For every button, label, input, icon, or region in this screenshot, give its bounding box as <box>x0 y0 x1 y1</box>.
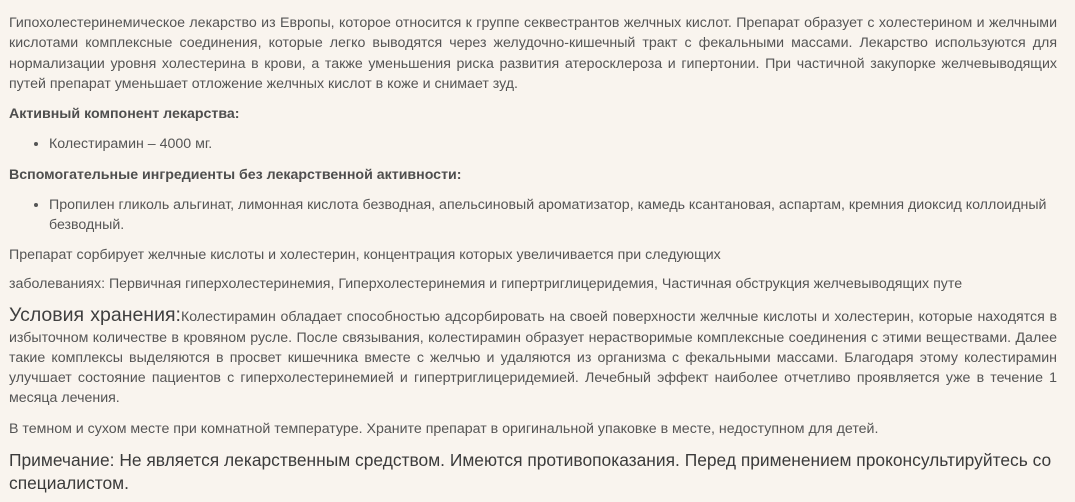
active-component-list <box>9 134 1057 154</box>
storage-title: Условия хранения: <box>9 304 181 327</box>
list-item: • Колестирамин – 4000 мг. <box>49 134 1057 154</box>
note-paragraph: Примечание: Не является лекарственным средством. Имеются противопоказания. Перед применением проконсультируйтесь со специалистом. <box>9 450 1052 494</box>
indications-line-2: заболеваниях: Первичная гиперхолестеринемия, Гиперхолестеринемия и гипертриглицеридемия, Частичная обструкция желчевыводящих путе <box>9 275 963 292</box>
intro-paragraph: Гипохолестеринемическое лекарство из Европы, которое относится к группе секвестрантов желчных кислот. Препарат образует с холестерином и желчными кислотами комплексные соединения, которые легко выводятся через желудочно-кишечный тракт с фекальными массами. Лекарство используются для нормализации уровня холестерина в крови, а также уменьшения риска развития атеросклероза и гипертонии. При частичной закупорке желчевыводящих путей препарат уменьшает отложение желчных кислот в коже и снимает зуд. <box>9 15 1057 92</box>
excipients-list <box>9 195 1057 236</box>
active-component-heading: Активный компонент лекарства: <box>9 106 240 123</box>
storage-text: Колестирамин обладает способностью адсорбировать на своей поверхности желчные кислоты и холестерин, которые находятся в избыточном количестве в кровяном русле. После связывания, колестирамин образует нерастворимые комплексные соединения с этими веществами. Далее такие комплексы выделяются в просвет кишечника вместе с желчью и удаляются из организма с фекальными массами. Благодаря этому колестирамин улучшает состояние пациентов с гиперхолестеринемией и гипертриглицеридемией. Лечебный эффект наиболее отчетливо проявляется уже в течение 1 месяца лечения. <box>9 309 1058 407</box>
excipients-heading: Вспомогательные ингредиенты без лекарственной активности: <box>9 166 462 183</box>
storage-conditions: В темном и сухом месте при комнатной температуре. Храните препарат в оригинальной упаковке в месте, недоступном для детей. <box>9 420 879 437</box>
storage-paragraph <box>9 305 1057 408</box>
indications-line-1: Препарат сорбирует желчные кислоты и холестерин, концентрация которых увеличивается при следующих <box>9 246 721 263</box>
list-item: • Пропилен гликоль альгинат, лимонная кислота безводная, апельсиновый ароматизатор, камедь ксантановая, аспартам, кремния диоксид коллоидный безводный. <box>49 195 1057 236</box>
